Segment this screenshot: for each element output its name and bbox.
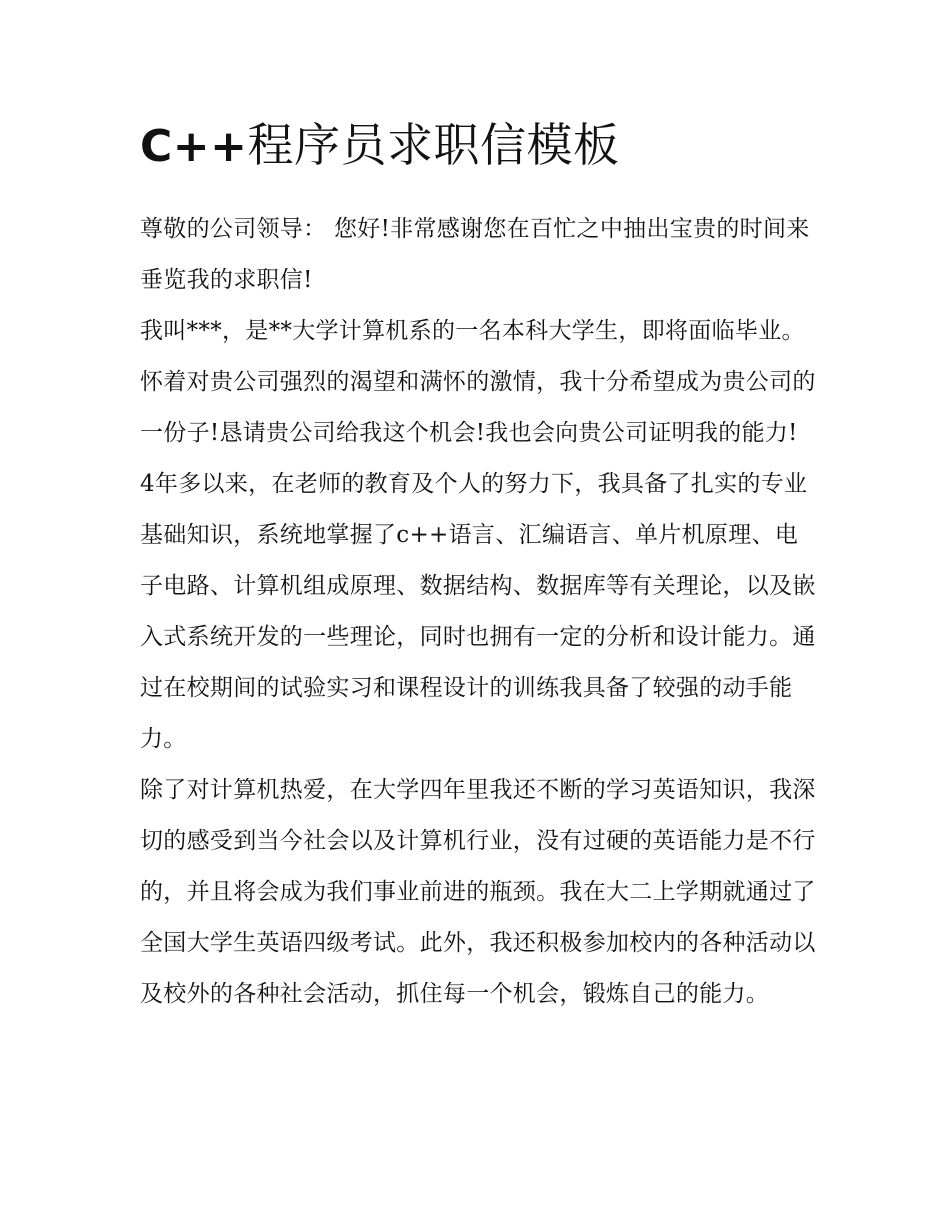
document-title-latin: C++	[140, 121, 248, 172]
paragraph-greeting: 尊敬的公司领导： 您好!非常感谢您在百忙之中抽出宝贵的时间来垂览我的求职信!	[140, 216, 810, 293]
document-title	[140, 112, 820, 180]
document-title-text: 程序员求职信模板	[247, 118, 620, 172]
document-body	[140, 112, 820, 1020]
paragraph-english-activities: 除了对计算机热爱，在大学四年里我还不断的学习英语知识，我深切的感受到当今社会以及计算机行业，没有过硬的英语能力是不行的，并且将会成为我们事业前进的瓶颈。我在大二上学期就通过了全国大学生英语四级考试。此外，我还积极参加校内的各种活动以及校外的各种社会活动，抓住每一个机会，锻炼自己的能力。	[140, 777, 816, 1007]
paragraph-skills: 4年多以来，在老师的教育及个人的努力下，我具备了扎实的专业基础知识，系统地掌握了c++语言、汇编语言、单片机原理、电子电路、计算机组成原理、数据结构、数据库等有关理论，以及嵌入式系统开发的一些理论，同时也拥有一定的分析和设计能力。通过在校期间的试验实习和课程设计的训练我具备了较强的动手能力。	[140, 471, 816, 752]
paragraph-introduction: 我叫***，是**大学计算机系的一名本科大学生，即将面临毕业。怀着对贵公司强烈的渴望和满怀的激情，我十分希望成为贵公司的一份子!恳请贵公司给我这个机会!我也会向贵公司证明我的能力!	[140, 318, 816, 446]
